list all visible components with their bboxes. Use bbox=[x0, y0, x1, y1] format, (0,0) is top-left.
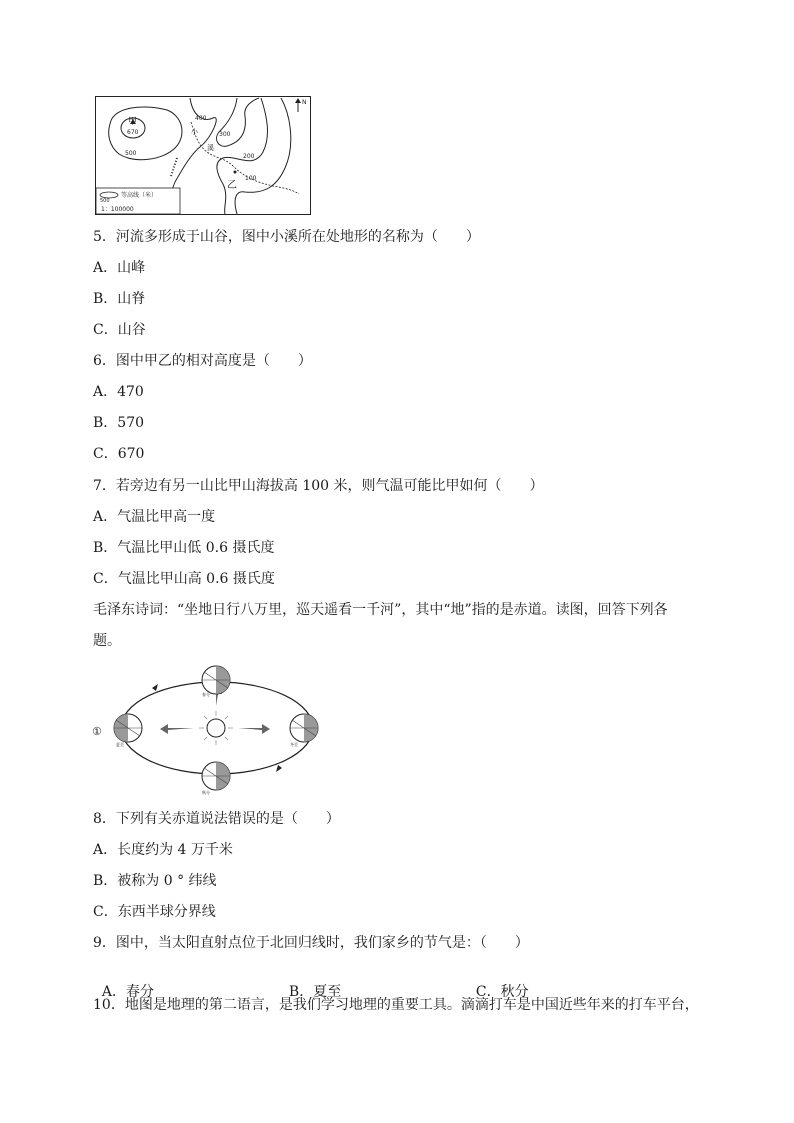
earth-top-icon bbox=[202, 666, 230, 694]
orbit-marker: ① bbox=[92, 725, 102, 738]
label-670: 670 bbox=[127, 129, 139, 136]
q6-option-a[interactable]: A．470 bbox=[93, 384, 144, 400]
earth-orbit-figure bbox=[92, 660, 332, 800]
q7-option-c[interactable]: C．气温比甲山高 0.6 摄氏度 bbox=[93, 571, 275, 587]
q8-stem: 8．下列有关赤道说法错误的是（ ） bbox=[93, 811, 340, 827]
earth-left-icon bbox=[114, 714, 142, 742]
q9-option-b[interactable]: B．夏至 bbox=[288, 984, 342, 1000]
q10-stem: 10．地图是地理的第二语言，是我们学习地理的重要工具。滴滴打车是中国近些年来的打车平台， bbox=[93, 997, 699, 1013]
label-xi: 溪 bbox=[207, 144, 214, 152]
q6-stem: 6．图中甲乙的相对高度是（ ） bbox=[93, 353, 312, 369]
yi-point bbox=[234, 171, 237, 174]
legend-contour-text: 等高线（米） bbox=[121, 192, 158, 199]
earth-right-icon bbox=[290, 714, 318, 742]
label-300: 300 bbox=[219, 131, 231, 138]
sun-icon bbox=[199, 711, 233, 745]
q9-stem: 9．图中，当太阳直射点位于北回归线时，我们家乡的节气是：（ ） bbox=[93, 935, 529, 951]
q9-option-c[interactable]: C．秋分 bbox=[475, 984, 529, 1000]
label-200: 200 bbox=[243, 153, 255, 160]
label-500: 500 bbox=[125, 150, 137, 157]
q7-option-b[interactable]: B．气温比甲山低 0.6 摄氏度 bbox=[93, 540, 275, 556]
label-yi: 乙 bbox=[227, 180, 237, 191]
contour-map-figure bbox=[95, 96, 311, 216]
arrow-left-icon bbox=[160, 724, 194, 734]
intro-line-2: 题。 bbox=[93, 633, 121, 649]
q5-stem: 5．河流多形成于山谷，图中小溪所在处地形的名称为（ ） bbox=[93, 229, 480, 245]
earth-bottom-icon bbox=[202, 762, 230, 790]
arrow-right-icon bbox=[238, 724, 270, 734]
label-right: 冬至 bbox=[290, 742, 298, 747]
label-left: 夏至 bbox=[116, 742, 124, 747]
q6-option-b[interactable]: B．570 bbox=[93, 415, 145, 431]
label-xiao: 小 bbox=[191, 128, 198, 136]
legend-scale: 1：100000 bbox=[101, 206, 134, 213]
intro-line-1: 毛泽东诗词：“坐地日行八万里，巡天遥看一千河”，其中“地”指的是赤道。读图，回答下列各 bbox=[93, 602, 668, 618]
orbit-direction-icon bbox=[152, 684, 158, 691]
q8-option-b[interactable]: B．被称为 0 ° 纬线 bbox=[93, 873, 217, 889]
label-bottom: 秋分 bbox=[202, 790, 210, 795]
q5-option-c[interactable]: C．山谷 bbox=[93, 322, 146, 338]
q7-stem: 7．若旁边有另一山比甲山海拔高 100 米，则气温可能比甲如何（ ） bbox=[93, 478, 544, 494]
q9-option-a[interactable]: A．春分 bbox=[101, 984, 155, 1000]
label-top: 春分 bbox=[202, 692, 210, 697]
label-north: N bbox=[302, 99, 307, 106]
legend-contour-value: 500 bbox=[100, 198, 110, 204]
q5-option-a[interactable]: A．山峰 bbox=[93, 260, 146, 276]
label-jia: 甲 bbox=[128, 117, 138, 127]
q6-option-c[interactable]: C．670 bbox=[93, 446, 145, 462]
q7-option-a[interactable]: A．气温比甲高一度 bbox=[93, 509, 216, 525]
q8-option-c[interactable]: C．东西半球分界线 bbox=[93, 904, 216, 920]
label-100: 100 bbox=[245, 175, 257, 182]
q8-option-a[interactable]: A．长度约为 4 万千米 bbox=[93, 842, 233, 858]
label-400: 400 bbox=[195, 115, 207, 122]
q5-option-b[interactable]: B．山脊 bbox=[93, 291, 146, 307]
